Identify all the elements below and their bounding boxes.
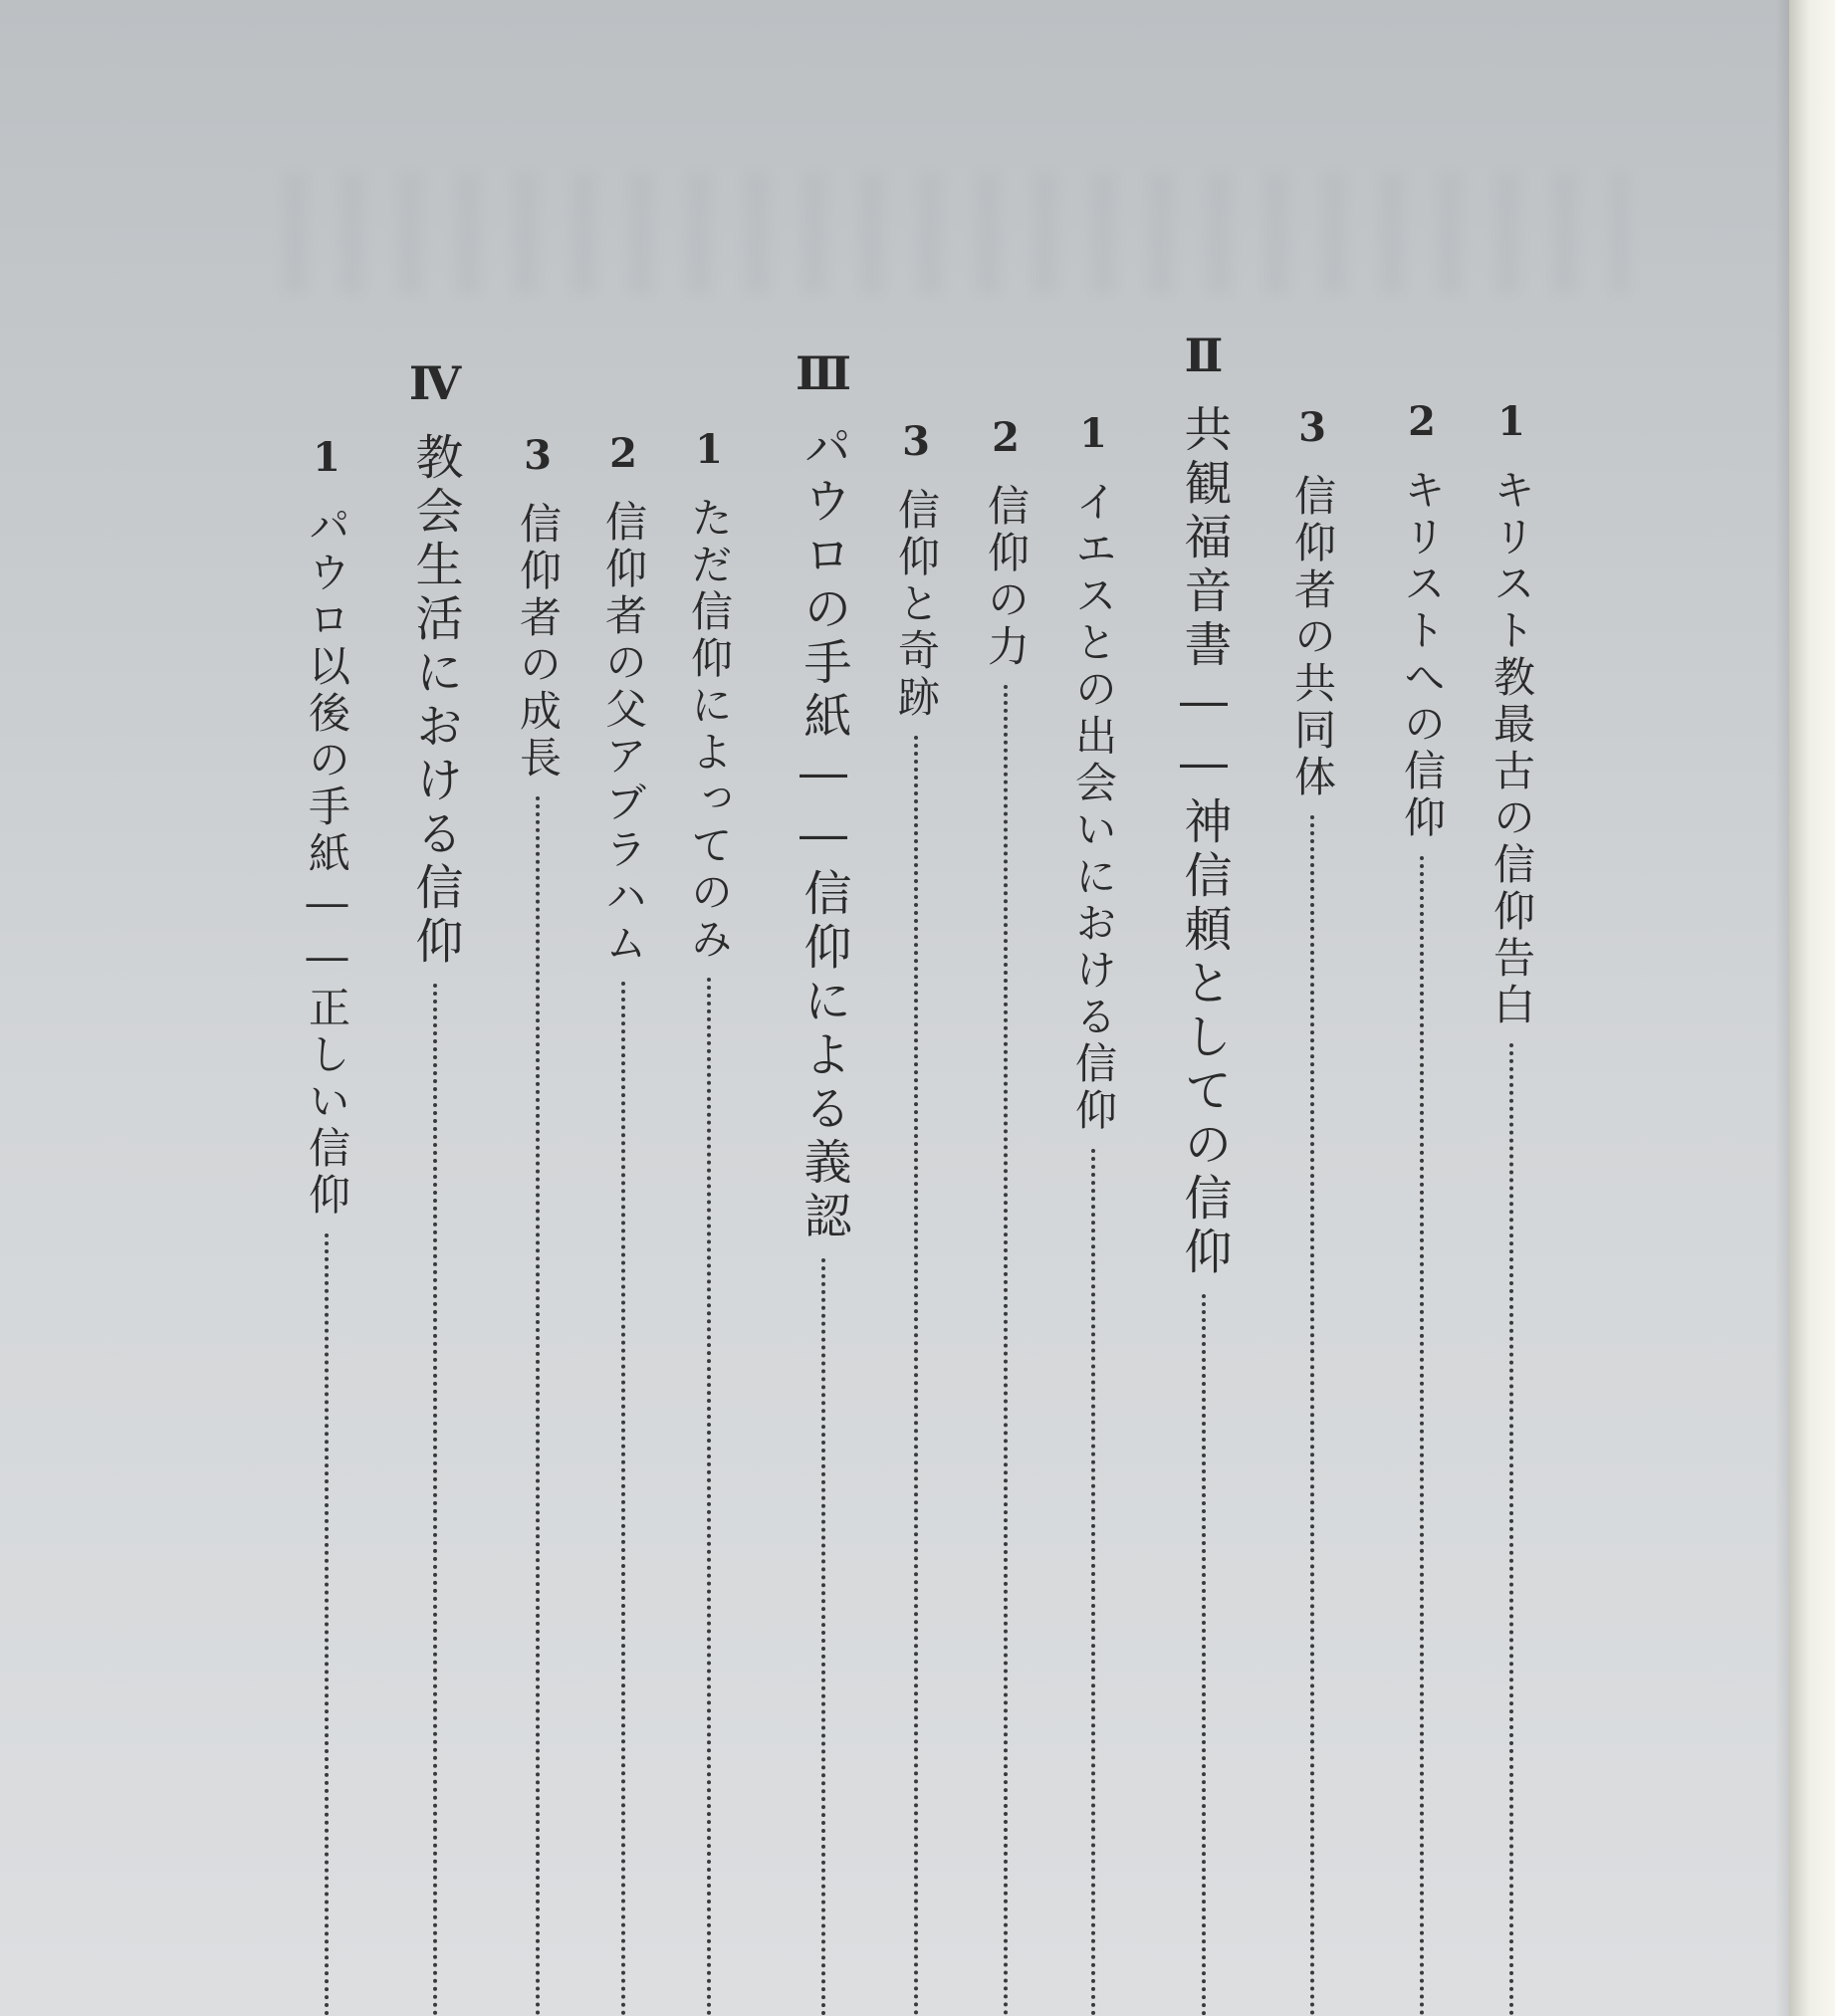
part-title: パウロの手紙――信仰による義認	[796, 422, 851, 1244]
entry-number: 1	[695, 426, 723, 473]
part-title: 教会生活における信仰	[407, 432, 463, 970]
toc-entry	[1392, 398, 1452, 2016]
dot-leader	[1310, 815, 1314, 2016]
dot-leader	[1091, 1149, 1095, 2016]
entry-number: 1	[313, 434, 341, 481]
entry-title: 信仰の力	[982, 484, 1031, 671]
part-title: 共観福音書――神信頼としての信仰	[1176, 404, 1232, 1280]
dot-leader	[821, 1258, 825, 2016]
entry-number: 1	[1497, 398, 1525, 445]
entry-title: 信仰者の父アブラハム	[599, 500, 648, 968]
toc-entry	[508, 432, 568, 2016]
entry-number: 1	[1079, 410, 1107, 457]
entry-title: キリスト教最古の信仰告白	[1488, 468, 1536, 1029]
entry-number: 2	[1408, 398, 1436, 445]
toc-entry	[1282, 404, 1342, 2016]
entry-title: ただ信仰によってのみ	[685, 496, 734, 964]
dot-leader	[1004, 685, 1008, 2016]
dot-leader	[621, 982, 625, 2016]
entry-number: 3	[524, 432, 552, 479]
show-through-shadow	[284, 174, 1628, 294]
part-number: Ⅳ	[408, 356, 462, 410]
toc-entry	[976, 414, 1035, 2016]
toc-entry	[297, 434, 356, 2016]
page-edge	[1789, 0, 1835, 2016]
toc-entry	[886, 418, 946, 2016]
entry-title: パウロ以後の手紙――正しい信仰	[303, 504, 351, 1220]
toc-part-entry	[1171, 329, 1237, 2016]
entry-title: 信仰者の成長	[514, 502, 563, 783]
toc-entry	[1063, 410, 1123, 2016]
dot-leader	[914, 736, 918, 2016]
entry-title: 信仰者の共同体	[1288, 474, 1337, 801]
entry-title: 信仰と奇跡	[892, 488, 941, 722]
part-number: Ⅱ	[1184, 329, 1224, 382]
dot-leader	[536, 796, 540, 2016]
dot-leader	[325, 1233, 329, 2016]
toc-entry	[679, 426, 739, 2016]
dot-leader	[1202, 1294, 1206, 2016]
toc-entry	[593, 430, 653, 2016]
toc-part-entry	[402, 356, 468, 2016]
part-number: Ⅲ	[795, 346, 852, 400]
entry-number: 2	[992, 414, 1020, 461]
entry-title: イエスとの出会いにおける信仰	[1069, 480, 1118, 1135]
page-gutter-shadow	[1775, 0, 1789, 2016]
entry-title: キリストへの信仰	[1398, 468, 1447, 842]
dot-leader	[1509, 1043, 1513, 2016]
entry-number: 3	[1298, 404, 1326, 451]
toc-entry	[1482, 398, 1541, 2016]
dot-leader	[1420, 856, 1424, 2016]
entry-number: 3	[902, 418, 930, 465]
dot-leader	[433, 984, 437, 2016]
toc-part-entry	[791, 346, 856, 2016]
entry-number: 2	[609, 430, 637, 477]
dot-leader	[707, 978, 711, 2016]
